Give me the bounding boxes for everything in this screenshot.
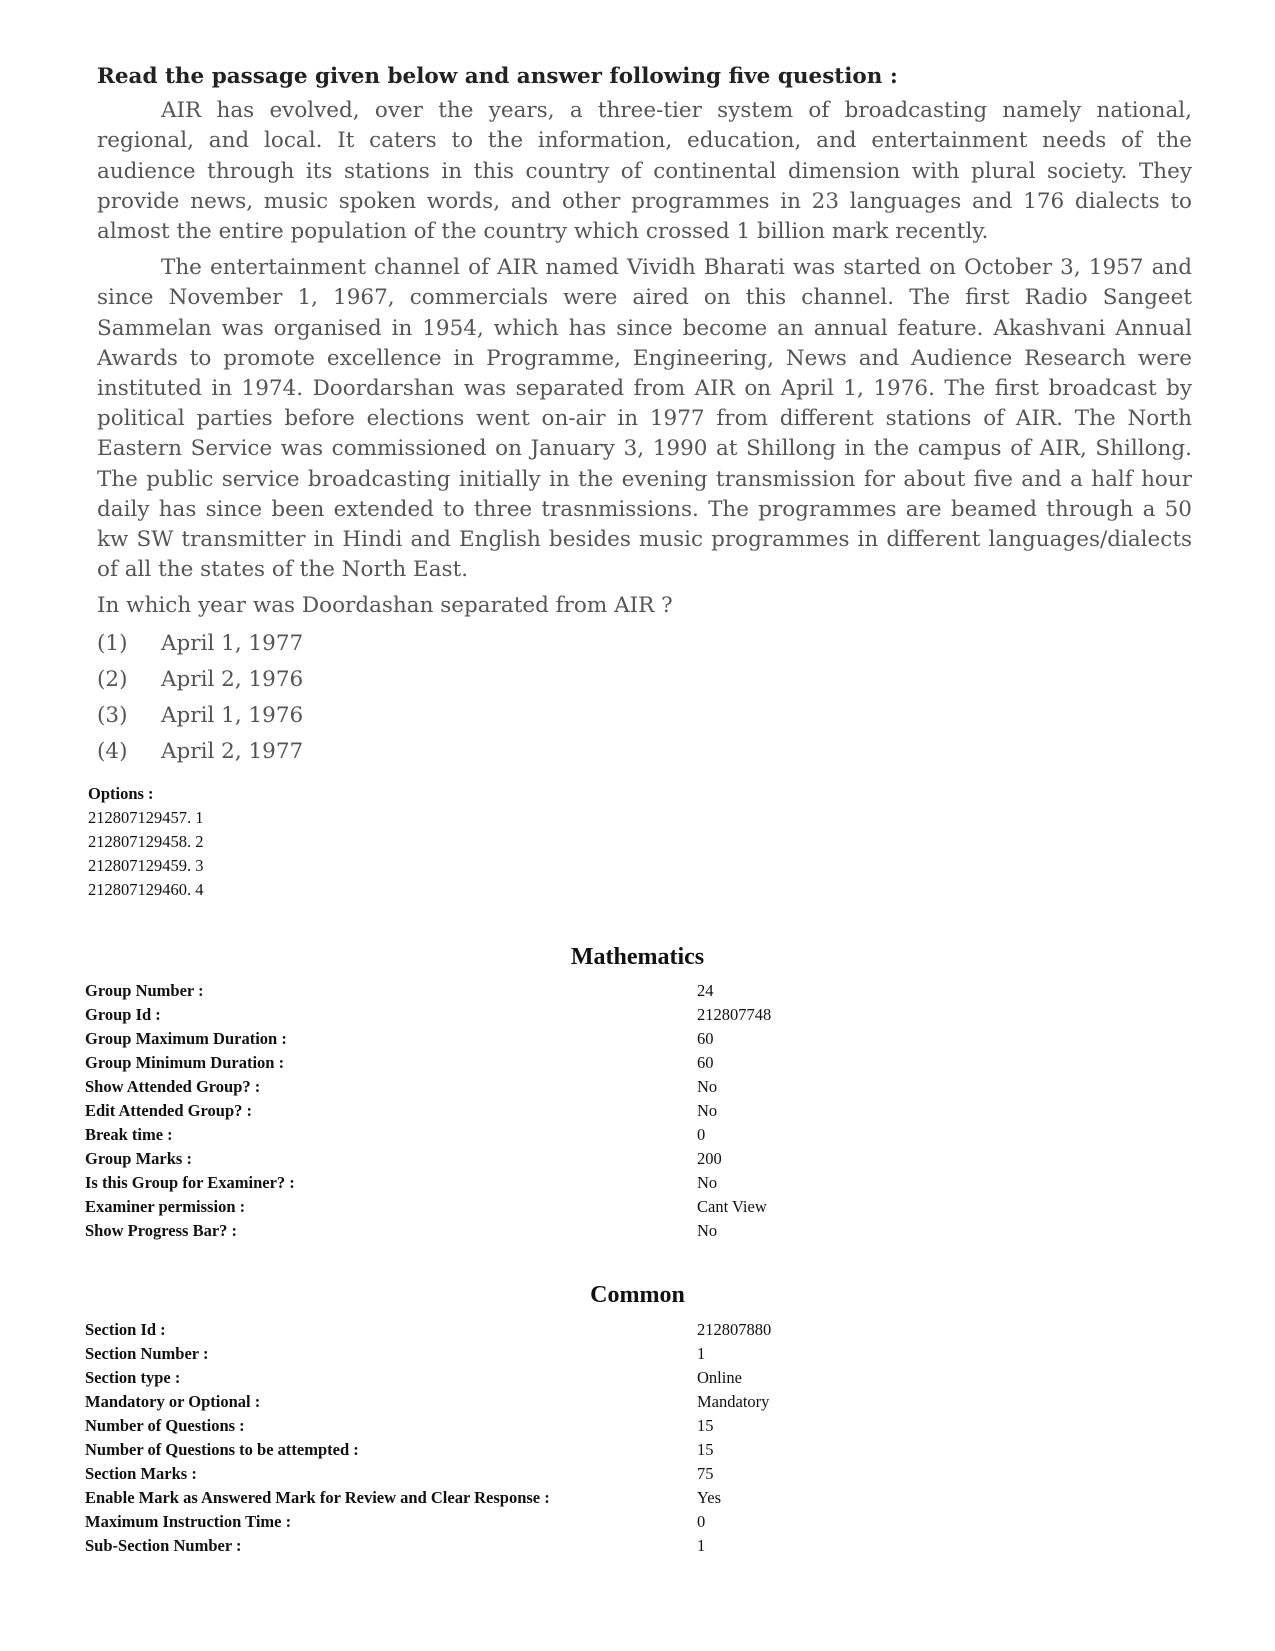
detail-row [85,1051,1185,1075]
section-title: Common [590,1282,685,1308]
choice-number: (4) [97,738,128,764]
detail-label: Section Id : [85,1320,166,1339]
detail-value: Yes [697,1488,722,1507]
detail-row [85,1486,1185,1510]
detail-row [85,1390,1185,1414]
choice-text: April 2, 1977 [161,738,304,764]
detail-label: Group Number : [85,981,204,1000]
option-id-1: 212807129457. 1 [88,808,204,827]
detail-label: Section Marks : [85,1464,197,1483]
choice-number: (3) [97,702,128,728]
detail-row [85,1147,1185,1171]
detail-value: No [697,1173,718,1192]
detail-value: 0 [697,1125,706,1144]
option-id-3: 212807129459. 3 [88,856,204,875]
detail-label: Is this Group for Examiner? : [85,1173,295,1192]
detail-value: Mandatory [697,1392,770,1411]
detail-row [85,1195,1185,1219]
choice-text: April 2, 1976 [161,666,304,692]
passage-paragraph-2: The entertainment channel of AIR named Vividh Bharati was started on October 3, 1957 and since November 1, 1967, commercials were aired on this channel. The first Radio Sangeet Sammelan was organised in 1954, which has since become an annual feature. Akashvani Annual Awards to promote excellence in Programme, Engineering, News and Audience Research were instituted in 1974. Doordarshan was separated from AIR on April 1, 1976. The first broadcast by political parties before elections went on-air in 1977 from different stations of AIR. The North Eastern Service was commissioned on January 3, 1990 at Shillong in the campus of AIR, Shillong. The public service broadcasting initially in the evening transmission for about five and a half hour daily has since been extended to three trasnmissions. The programmes are beamed through a 50 kw SW transmitter in Hindi and English besides music programmes in different languages/dialects of all the states of the North East. [97,255,1192,583]
detail-label: Group Id : [85,1005,161,1024]
passage-heading: Read the passage given below and answer following five question : [97,64,898,89]
passage-paragraph-1: AIR has evolved, over the years, a three-tier system of broadcasting namely national, regional, and local. It caters to the information, education, and entertainment needs of the audience through its stations in this country of continental dimension with plural society. They provide news, music spoken words, and other programmes in 23 languages and 176 dialects to almost the entire population of the country which crossed 1 billion mark recently. [97,98,1192,245]
group-details-table [85,979,1185,1243]
detail-value: 24 [697,981,714,1000]
option-id-4: 212807129460. 4 [88,880,204,899]
detail-row [85,1414,1185,1438]
answer-choice-2 [97,662,1192,698]
answer-choice-3 [97,698,1192,734]
detail-label: Show Progress Bar? : [85,1221,238,1240]
choice-text: April 1, 1977 [161,630,304,656]
detail-row [85,1318,1185,1342]
options-list [88,782,204,902]
options-label: Options : [88,784,154,803]
detail-label: Mandatory or Optional : [85,1392,261,1411]
detail-label: Maximum Instruction Time : [85,1512,292,1531]
detail-row [85,1462,1185,1486]
detail-row [85,1219,1185,1243]
detail-label: Enable Mark as Answered Mark for Review and Clear Response : [85,1488,550,1507]
detail-value: 1 [697,1344,706,1363]
detail-label: Section type : [85,1368,181,1387]
detail-row [85,1534,1185,1558]
detail-label: Group Minimum Duration : [85,1053,285,1072]
detail-value: No [697,1101,718,1120]
choice-text: April 1, 1976 [161,702,304,728]
detail-value: 1 [697,1536,706,1555]
detail-value: 60 [697,1029,714,1048]
detail-row [85,1438,1185,1462]
detail-row [85,1027,1185,1051]
detail-value: 75 [697,1464,714,1483]
detail-row [85,1510,1185,1534]
detail-value: 200 [697,1149,722,1168]
detail-row [85,1342,1185,1366]
detail-label: Group Marks : [85,1149,192,1168]
detail-value: 15 [697,1440,714,1459]
detail-label: Sub-Section Number : [85,1536,242,1555]
detail-row [85,1099,1185,1123]
detail-label: Break time : [85,1125,173,1144]
choice-number: (1) [97,630,128,656]
detail-value: Online [697,1368,742,1387]
detail-row [85,979,1185,1003]
answer-choice-4 [97,734,1192,770]
detail-row [85,1171,1185,1195]
detail-value: 15 [697,1416,714,1435]
detail-label: Show Attended Group? : [85,1077,261,1096]
detail-label: Edit Attended Group? : [85,1101,253,1120]
section-details-table [85,1318,1185,1558]
detail-row [85,1075,1185,1099]
group-title: Mathematics [570,944,705,970]
detail-value: No [697,1077,718,1096]
detail-label: Number of Questions : [85,1416,245,1435]
detail-value: 212807748 [697,1005,772,1024]
option-id-2: 212807129458. 2 [88,832,204,851]
question-text: In which year was Doordashan separated from AIR ? [97,593,673,619]
answer-choice-1 [97,626,1192,662]
detail-label: Number of Questions to be attempted : [85,1440,359,1459]
detail-value: 0 [697,1512,706,1531]
detail-label: Examiner permission : [85,1197,246,1216]
detail-value: 60 [697,1053,714,1072]
detail-label: Group Maximum Duration : [85,1029,287,1048]
detail-value: 212807880 [697,1320,772,1339]
detail-label: Section Number : [85,1344,209,1363]
detail-row [85,1123,1185,1147]
reading-passage [97,62,1192,770]
choice-number: (2) [97,666,128,692]
detail-row [85,1366,1185,1390]
detail-row [85,1003,1185,1027]
detail-value: No [697,1221,718,1240]
detail-value: Cant View [697,1197,767,1216]
